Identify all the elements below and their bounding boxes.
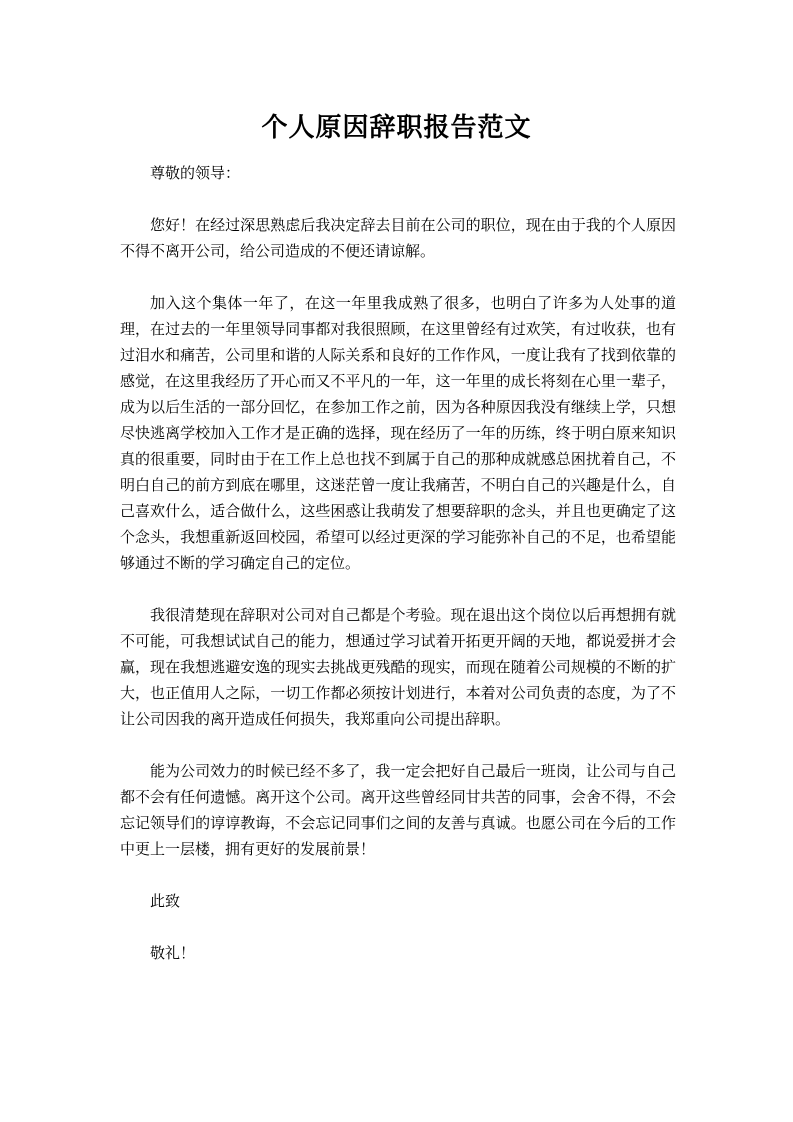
paragraph-experience: 加入这个集体一年了，在这一年里我成熟了很多，也明白了许多为人处事的道理，在过去的一年里领导同事都对我很照顾，在这里曾经有过欢笑，有过收获，也有过泪水和痛苦，公司里和谐的人际关系和良好的工作作风，一度让我有了找到依靠的感觉，在这里我经历了开心而又不平凡的一年，这一年里的成长将刻在心里一辈子，成为以后生活的一部分回忆，在参加工作之前，因为各种原因我没有继续上学，只想尽快逃离学校加入工作才是正确的选择，现在经历了一年的历练，终于明白原来知识真的很重要，同时由于在工作上总也找不到属于自己的那种成就感总困扰着自己，不明白自己的前方到底在哪里，这迷茫曾一度让我痛苦，不明白自己的兴趣是什么，自己喜欢什么，适合做什么，这些困惑让我萌发了想要辞职的念头，并且也更确定了这个念头，我想重新返回校园，希望可以经过更深的学习能弥补自己的不足，也希望能够通过不断的学习确定自己的定位。 bbox=[120, 294, 676, 572]
document-body bbox=[120, 160, 676, 992]
salutation: 尊敬的领导： bbox=[150, 164, 241, 182]
closing-line: 此致 bbox=[150, 892, 181, 910]
paragraph-greeting: 您好！在经过深思熟虑后我决定辞去目前在公司的职位，现在由于我的个人原因不得不离开公司，给公司造成的不便还请谅解。 bbox=[120, 216, 676, 260]
paragraph-farewell: 能为公司效力的时候已经不多了，我一定会把好自己最后一班岗，让公司与自己都不会有任何遗憾。离开这个公司。离开这些曾经同甘共苦的同事，会舍不得，不会忘记领导们的谆谆教诲，不会忘记同事们之间的友善与真诚。也愿公司在今后的工作中更上一层楼，拥有更好的发展前景！ bbox=[120, 762, 676, 858]
document-title: 个人原因辞职报告范文 bbox=[261, 113, 532, 143]
paragraph-decision: 我很清楚现在辞职对公司对自己都是个考验。现在退出这个岗位以后再想拥有就不可能，可我想试试自己的能力，想通过学习试着开拓更开阔的天地，都说爱拼才会赢，现在我想逃避安逸的现实去挑战更残酷的现实，而现在随着公司规模的不断的扩大，也正值用人之际，一切工作都必须按计划进行，本着对公司负责的态度，为了不让公司因我的离开造成任何损失，我郑重向公司提出辞职。 bbox=[120, 606, 676, 728]
regards-line: 敬礼！ bbox=[150, 944, 196, 962]
